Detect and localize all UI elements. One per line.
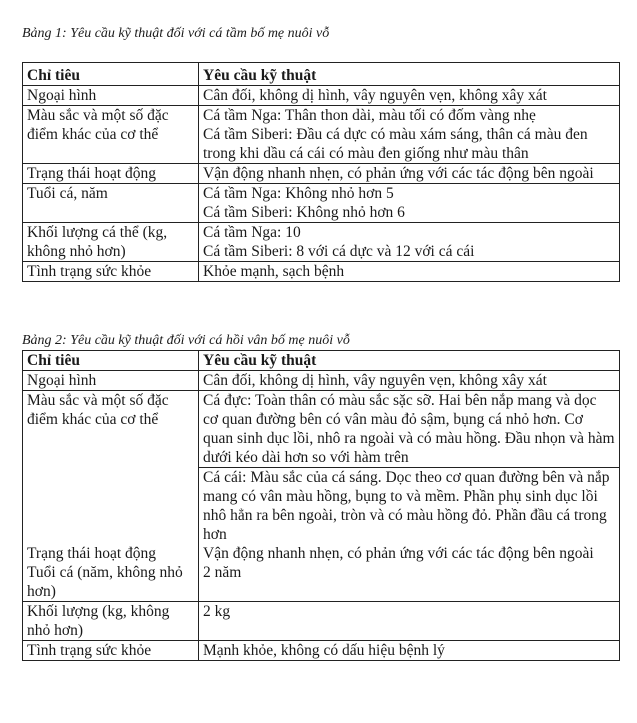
table-row: [23, 86, 620, 106]
requirement-line: Cá tầm Nga: Không nhỏ hơn 5: [203, 185, 394, 202]
table-row: [23, 164, 620, 184]
table-row: [23, 563, 620, 602]
table2-criteria: Trạng thái hoạt động: [23, 544, 199, 563]
table2-header-criteria: Chỉ tiêu: [23, 351, 199, 371]
table2-criteria: Ngoại hình: [23, 371, 199, 391]
table1-caption: Bảng 1: Yêu cầu kỹ thuật đối với cá tầm bố mẹ nuôi vỗ: [22, 26, 330, 41]
table-row: [23, 641, 620, 661]
table1-criteria: Khối lượng cá thể (kg, không nhỏ hơn): [23, 223, 199, 262]
table2-requirement: Cá cái: Màu sắc của cá sáng. Dọc theo cơ quan đường bên và nắp mang có vân màu hồng, bụng to và mềm. Phần phụ sinh dục lồi nhô hẳn ra bên ngoài, tròn và có màu hồng đỏ. Phần đầu cá trong hơn: [199, 468, 620, 545]
table2-requirement: 2 kg: [199, 602, 620, 641]
table1-requirement: [199, 223, 620, 262]
table1-header-criteria: Chỉ tiêu: [23, 63, 199, 86]
table-row: [23, 371, 620, 391]
table1-criteria: Tình trạng sức khỏe: [23, 262, 199, 282]
table2-caption: Bảng 2: Yêu cầu kỹ thuật đối với cá hồi vân bố mẹ nuôi vỗ: [22, 333, 350, 348]
table2-requirement: Cá đực: Toàn thân có màu sắc sặc sỡ. Hai bên nắp mang và dọc cơ quan đường bên có vân màu đỏ sậm, bụng cá nhỏ hơn. Cơ quan sinh dục lồi, nhô ra ngoài và có màu hồng. Đầu nhọn và hàm dưới kéo dài hơn so với hàm trên: [199, 391, 620, 468]
table-row: [23, 602, 620, 641]
table-row: [23, 106, 620, 164]
table1-requirement: [199, 164, 620, 184]
requirement-line: Cân đối, không dị hình, vây nguyên vẹn, không xây xát: [203, 87, 547, 104]
table2-criteria: Khối lượng (kg, không nhỏ hơn): [23, 602, 199, 641]
table2-criteria: Màu sắc và một số đặc điểm khác của cơ thể: [23, 391, 199, 468]
requirement-line: Cá tầm Nga: Thân thon dài, màu tối có đốm vàng nhẹ: [203, 107, 536, 124]
table1-header-row: [23, 63, 620, 86]
requirement-line: Cá tầm Siberi: 8 với cá dực và 12 với cá cái: [203, 243, 475, 260]
table2-header-row: [23, 351, 620, 371]
table-row: [23, 391, 620, 468]
requirement-line: Cá tầm Siberi: Đầu cá dực có màu xám sáng, thân cá màu đen trong khi dầu cá cái có màu đen giống như màu thân: [203, 126, 588, 162]
table1-requirement: [199, 262, 620, 282]
table2-requirement: Mạnh khỏe, không có dấu hiệu bệnh lý: [199, 641, 620, 661]
requirement-line: Cá tầm Nga: 10: [203, 224, 301, 241]
requirement-line: Vận động nhanh nhẹn, có phản ứng với các tác động bên ngoài: [203, 165, 594, 182]
table2: [22, 350, 620, 661]
table1-criteria: Tuổi cá, năm: [23, 184, 199, 223]
table1-header-requirement: Yêu cầu kỹ thuật: [199, 63, 620, 86]
table2-criteria: Tình trạng sức khỏe: [23, 641, 199, 661]
table2-criteria: [23, 468, 199, 545]
table2-requirement: Vận động nhanh nhẹn, có phản ứng với các tác động bên ngoài: [199, 544, 620, 563]
table1-criteria: Màu sắc và một số đặc điểm khác của cơ thể: [23, 106, 199, 164]
table2-requirement: 2 năm: [199, 563, 620, 602]
table2-criteria: Tuổi cá (năm, không nhỏ hơn): [23, 563, 199, 602]
table1: [22, 62, 620, 282]
table1-requirement: [199, 106, 620, 164]
table-row: [23, 223, 620, 262]
table1-criteria: Ngoại hình: [23, 86, 199, 106]
table2-header-requirement: Yêu cầu kỹ thuật: [199, 351, 620, 371]
table2-requirement: Cân đối, không dị hình, vây nguyên vẹn, không xây xát: [199, 371, 620, 391]
table1-requirement: [199, 184, 620, 223]
table-row: [23, 468, 620, 545]
table-row: [23, 184, 620, 223]
table1-criteria: Trạng thái hoạt động: [23, 164, 199, 184]
table-row: [23, 262, 620, 282]
table-row: [23, 544, 620, 563]
requirement-line: Cá tầm Siberi: Không nhỏ hơn 6: [203, 204, 405, 221]
table1-requirement: [199, 86, 620, 106]
requirement-line: Khỏe mạnh, sạch bệnh: [203, 263, 345, 280]
